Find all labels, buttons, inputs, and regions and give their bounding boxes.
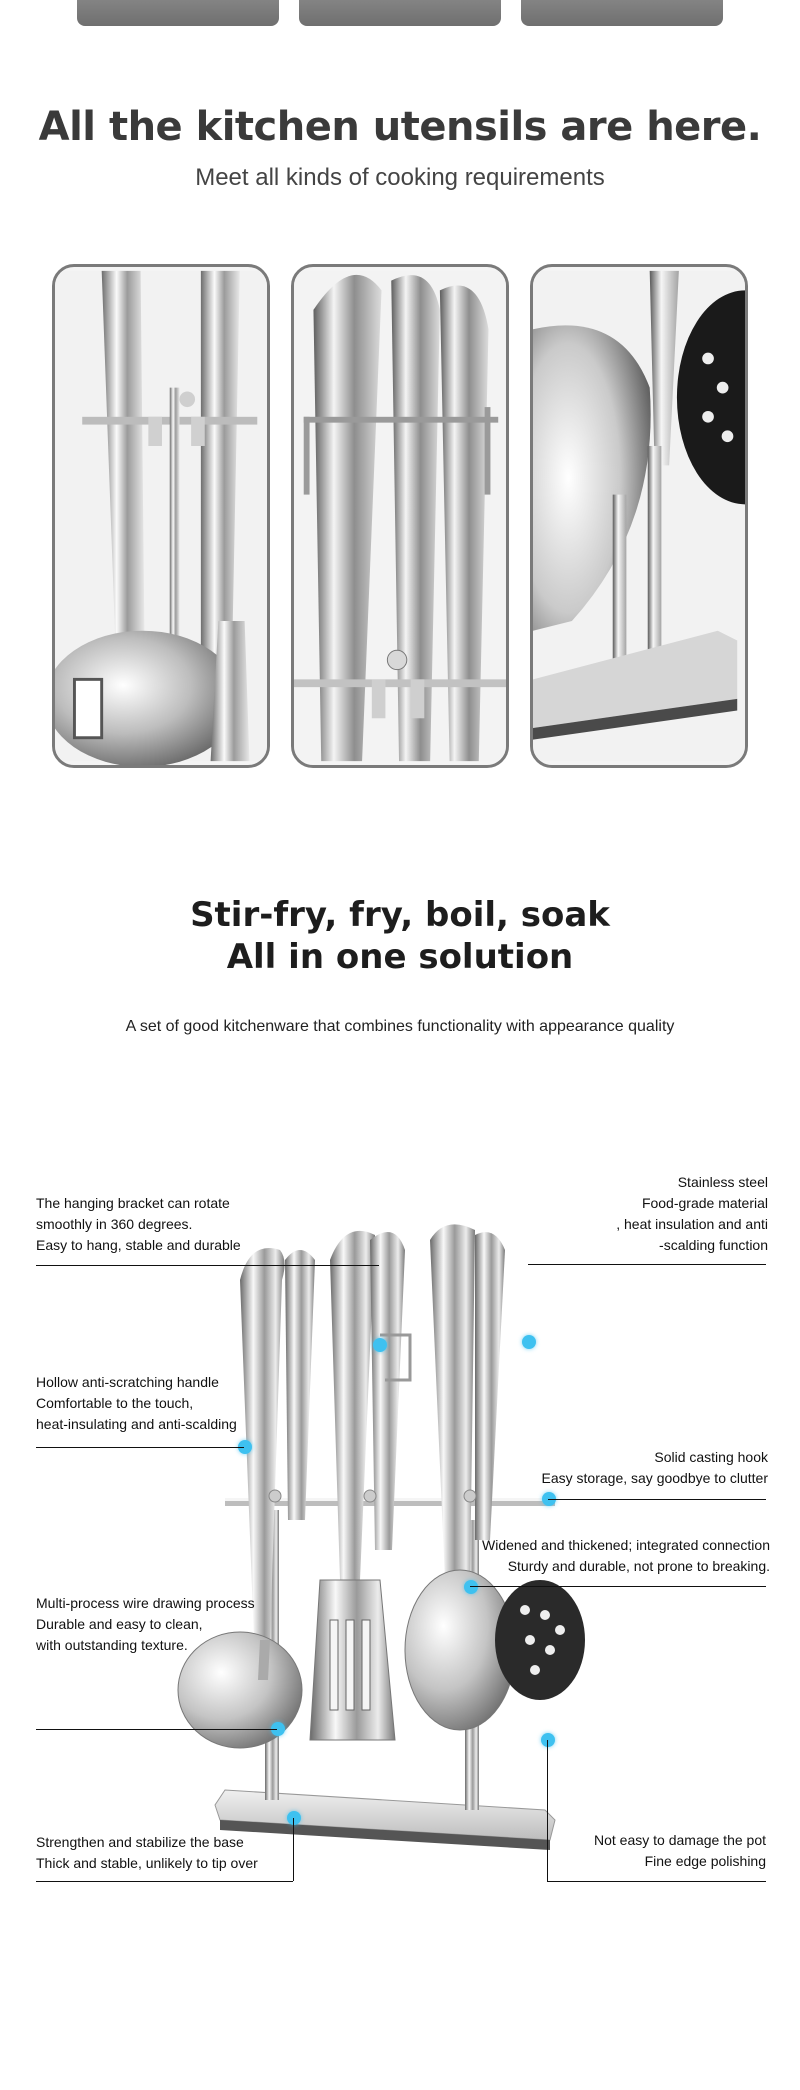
ladle-detail-image: [55, 267, 267, 765]
hotspot-base[interactable]: [287, 1811, 301, 1825]
callout-text: smoothly in 360 degrees.: [36, 1216, 193, 1232]
hotspot-edge[interactable]: [541, 1733, 555, 1747]
callout-stainless-steel: [616, 1172, 768, 1256]
section2-subtitle: A set of good kitchenware that combines functionality with appearance quality: [125, 1018, 675, 1035]
callout-text: , heat insulation and anti: [616, 1216, 768, 1232]
leader-casting-hook: [548, 1499, 766, 1500]
callout-text: Strengthen and stabilize the base: [36, 1834, 244, 1850]
callout-text: Hollow anti-scratching handle: [36, 1374, 219, 1390]
handles-detail-image: [294, 267, 506, 765]
callout-text: Food-grade material: [641, 1195, 768, 1211]
callout-text: Sturdy and durable, not prone to breaking.: [507, 1558, 770, 1574]
hotspot-thickened[interactable]: [464, 1580, 478, 1594]
leader-hollow-handle: [36, 1447, 244, 1448]
callout-text: Durable and easy to clean,: [36, 1616, 203, 1632]
callout-text: The hanging bracket can rotate: [36, 1195, 230, 1211]
callout-base: [36, 1832, 258, 1874]
hotspot-stainless-steel[interactable]: [522, 1335, 536, 1349]
callout-text: Thick and stable, unlikely to tip over: [36, 1855, 258, 1871]
callout-rotating-bracket: [36, 1193, 241, 1256]
callout-text: -scalding function: [659, 1237, 768, 1253]
top-tab-1[interactable]: [77, 0, 279, 26]
callout-text: Multi-process wire drawing process: [36, 1595, 255, 1611]
leader-base-v: [293, 1818, 294, 1881]
callout-hollow-handle: [36, 1372, 237, 1435]
top-tab-2[interactable]: [299, 0, 501, 26]
spoon-detail-image: [533, 267, 745, 765]
detail-panel-spoon: [530, 264, 748, 768]
detail-panel-handles: [291, 264, 509, 768]
callout-thickened: [482, 1535, 770, 1577]
leader-stainless-steel: [528, 1264, 766, 1265]
leader-base-h: [36, 1881, 293, 1882]
callout-text: Stainless steel: [677, 1174, 768, 1190]
leader-wire-drawing: [36, 1729, 277, 1730]
callout-wire-drawing: [36, 1593, 255, 1656]
leader-edge-v: [547, 1740, 548, 1881]
hotspot-rotating-bracket[interactable]: [373, 1338, 387, 1352]
section1-title: All the kitchen utensils are here.: [38, 104, 762, 150]
detail-panel-ladle: [52, 264, 270, 768]
callout-text: with outstanding texture.: [36, 1637, 188, 1653]
callout-text: Not easy to damage the pot: [594, 1832, 766, 1848]
section1-subtitle: Meet all kinds of cooking requirements: [195, 164, 605, 191]
callout-text: Solid casting hook: [654, 1449, 768, 1465]
callout-edge: [594, 1830, 766, 1872]
callout-text: Easy storage, say goodbye to clutter: [541, 1470, 768, 1486]
section2-title-line2: All in one solution: [226, 937, 574, 977]
callout-text: Comfortable to the touch,: [36, 1395, 194, 1411]
leader-thickened: [470, 1586, 766, 1587]
callout-casting-hook: [542, 1447, 768, 1489]
callout-text: Widened and thickened; integrated connection: [482, 1537, 770, 1553]
callout-text: heat-insulating and anti-scalding: [36, 1416, 237, 1432]
top-tab-3[interactable]: [521, 0, 723, 26]
leader-rotating-bracket: [36, 1265, 379, 1266]
callout-text: Fine edge polishing: [644, 1853, 766, 1869]
callout-text: Easy to hang, stable and durable: [36, 1237, 241, 1253]
section2-title-line1: Stir-fry, fry, boil, soak: [190, 895, 610, 935]
leader-edge-h: [547, 1881, 766, 1882]
